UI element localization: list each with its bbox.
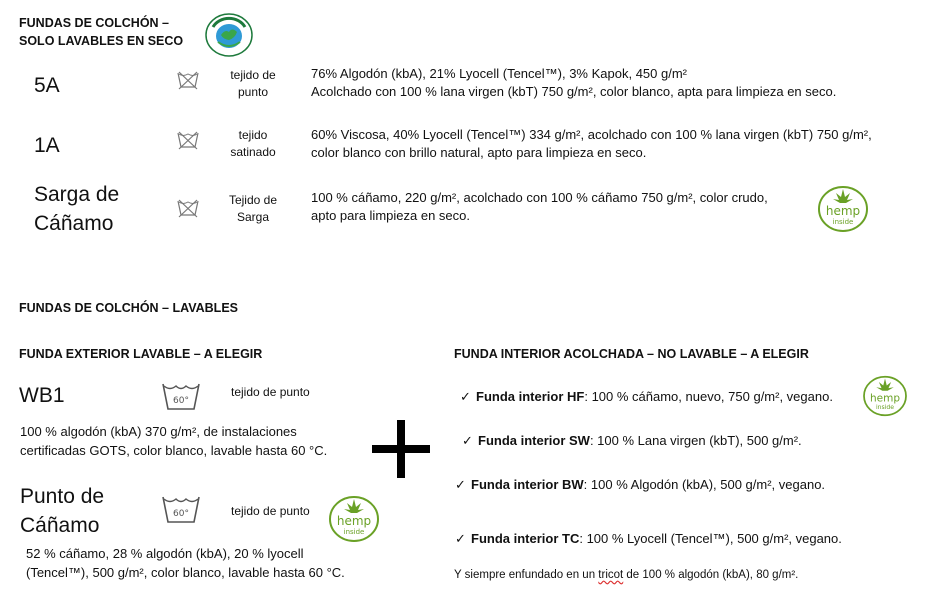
option-text: : 100 % cáñamo, nuevo, 750 g/m², vegano. [584,389,833,404]
wash-temp: 60° [173,396,189,406]
product-code-sarga: Sarga de Cáñamo [34,183,120,235]
product-code-punto: Punto de Cáñamo [20,485,105,537]
wash-temp: 60° [173,509,189,519]
no-wash-icon [176,129,200,151]
description-punto: 52 % cáñamo, 28 % algodón (kbA), 20 % lyocell (Tencel™), 500 g/m², color blanco, lavable hasta 60 °C. [26,546,345,580]
product-code-5a: 5A [34,74,60,97]
no-wash-icon [176,197,200,219]
option-text: : 100 % Lyocell (Tencel™), 500 g/m², vegano. [579,531,842,546]
fabric-type-5a: tejido de punto [230,68,276,99]
product-code-wb1: WB1 [19,384,65,407]
description-wb1: 100 % algodón (kbA) 370 g/m², de instalaciones certificadas GOTS, color blanco, lavable hasta 60 °C. [20,424,328,458]
description-5a: 76% Algodón (kbA), 21% Lyocell (Tencel™), 3% Kapok, 450 g/m² Acolchado con 100 % lana virgen (kbT) 750 g/m², color blanco, apta para limpieza en seco. [311,66,837,99]
check-icon: ✓ [455,531,466,546]
option-hf [460,388,833,406]
fabric-type-wb1: tejido de punto [231,385,310,399]
footnote: Y siempre enfundado en un tricot de 100 % algodón (kbA), 80 g/m². [454,569,799,581]
section1-title: FUNDAS DE COLCHÓN – SOLO LAVABLES EN SECO [19,16,184,48]
option-name: Funda interior BW [471,477,584,492]
option-text: : 100 % Algodón (kbA), 500 g/m², vegano. [583,477,826,492]
hemp-sub: inside [875,404,895,412]
green-brand-badge-icon [205,13,253,57]
hemp-word: hemp [825,204,861,218]
description-1a: 60% Viscosa, 40% Lyocell (Tencel™) 334 g/m², acolchado con 100 % lana virgen (kbT) 750 g/m², color blanco con brillo natural, apto para limpieza en seco. [311,127,872,160]
no-wash-icon [176,69,200,91]
option-name: Funda interior TC [471,531,580,546]
wash-60-icon [160,377,202,413]
check-icon: ✓ [455,477,466,492]
right-column-title: FUNDA INTERIOR ACOLCHADA – NO LAVABLE – A ELEGIR [454,347,809,361]
left-column-title: FUNDA EXTERIOR LAVABLE – A ELEGIR [19,347,263,361]
option-name: Funda interior SW [478,433,590,448]
wash-60-icon [160,490,202,526]
option-tc [455,530,842,548]
hemp-word: hemp [336,514,372,528]
check-icon: ✓ [460,389,471,404]
hemp-sub: inside [832,218,854,226]
section2-title: FUNDAS DE COLCHÓN – LAVABLES [19,301,238,315]
fabric-type-1a: tejido satinado [230,128,276,159]
fabric-type-punto: tejido de punto [231,504,310,518]
option-bw [455,476,825,494]
product-code-1a: 1A [34,134,60,157]
hemp-inside-icon [328,495,380,543]
plus-sign [372,420,430,478]
hemp-inside-icon [817,185,869,233]
option-sw [462,432,802,450]
description-sarga: 100 % cáñamo, 220 g/m², acolchado con 100 % cáñamo 750 g/m², color crudo, apto para limpieza en seco. [311,190,768,223]
option-text: : 100 % Lana virgen (kbT), 500 g/m². [589,433,802,448]
hemp-inside-icon [862,375,908,417]
check-icon: ✓ [462,433,473,448]
hemp-word: hemp [869,392,901,405]
fabric-type-sarga: Tejido de Sarga [228,193,278,224]
option-name: Funda interior HF [476,389,585,404]
hemp-sub: inside [343,528,365,536]
